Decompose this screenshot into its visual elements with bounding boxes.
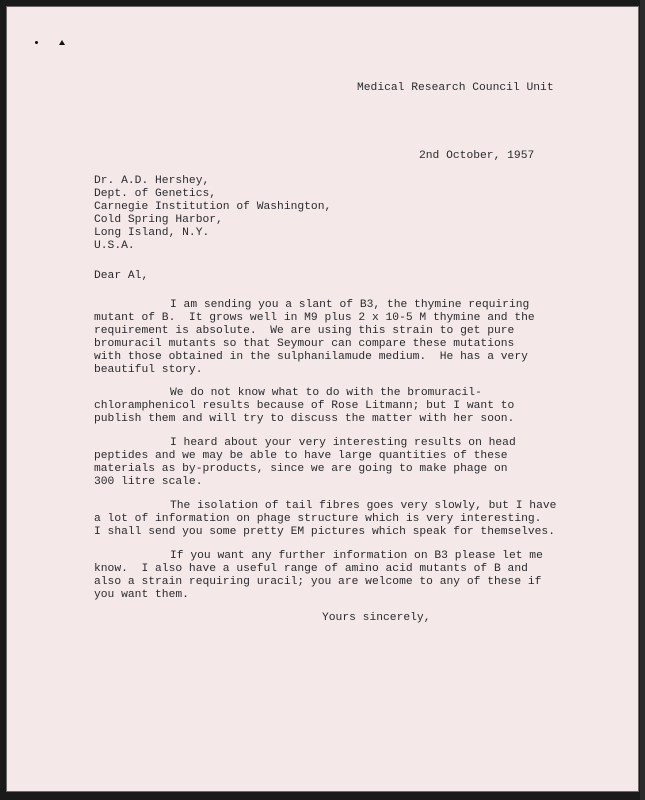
address-line: Dr. A.D. Hershey, — [94, 175, 210, 187]
ink-dot-mark — [35, 41, 38, 44]
ink-triangle-mark — [59, 40, 65, 45]
letterhead: Medical Research Council Unit — [357, 82, 554, 94]
paragraph-line: peptides and we may be able to have large quantities of these — [94, 450, 508, 462]
letter-date: 2nd October, 1957 — [419, 150, 535, 162]
paragraph-line: requirement is absolute. We are using this strain to get pure — [94, 325, 515, 337]
paragraph-line: We do not know what to do with the bromuracil- — [170, 387, 482, 399]
paragraph-line: beautiful story. — [94, 364, 203, 376]
paragraph-line: If you want any further information on B3 please let me — [170, 550, 543, 562]
scan-edge — [640, 0, 645, 800]
salutation: Dear Al, — [94, 270, 149, 282]
address-line: Cold Spring Harbor, — [94, 214, 223, 226]
closing: Yours sincerely, — [322, 612, 431, 624]
address-line: U.S.A. — [94, 240, 135, 252]
paragraph-line: I shall send you some pretty EM pictures which speak for themselves. — [94, 526, 555, 538]
paragraph-line: with those obtained in the sulphanilamude medium. He has a very — [94, 351, 528, 363]
paragraph-line: also a strain requiring uracil; you are welcome to any of these if — [94, 576, 542, 588]
paragraph-line: I heard about your very interesting results on head — [170, 437, 516, 449]
paragraph-line: a lot of information on phage structure which is very interesting. — [94, 513, 542, 525]
address-line: Long Island, N.Y. — [94, 227, 210, 239]
paragraph-line: publish them and will try to discuss the matter with her soon. — [94, 413, 515, 425]
address-line: Dept. of Genetics, — [94, 188, 217, 200]
paragraph-line: I am sending you a slant of B3, the thymine requiring — [170, 299, 530, 311]
paragraph-line: mutant of B. It grows well in M9 plus 2 x 10-5 M thymine and the — [94, 312, 535, 324]
paragraph-line: The isolation of tail fibres goes very slowly, but I have — [170, 500, 557, 512]
letter-page — [6, 6, 639, 792]
paragraph-line: materials as by-products, since we are going to make phage on — [94, 463, 508, 475]
paragraph-line: 300 litre scale. — [94, 476, 203, 488]
address-line: Carnegie Institution of Washington, — [94, 201, 332, 213]
paragraph-line: chloramphenicol results because of Rose Litmann; but I want to — [94, 400, 515, 412]
paragraph-line: you want them. — [94, 589, 189, 601]
paragraph-line: know. I also have a useful range of amino acid mutants of B and — [94, 563, 528, 575]
paragraph-line: bromuracil mutants so that Seymour can compare these mutations — [94, 338, 515, 350]
